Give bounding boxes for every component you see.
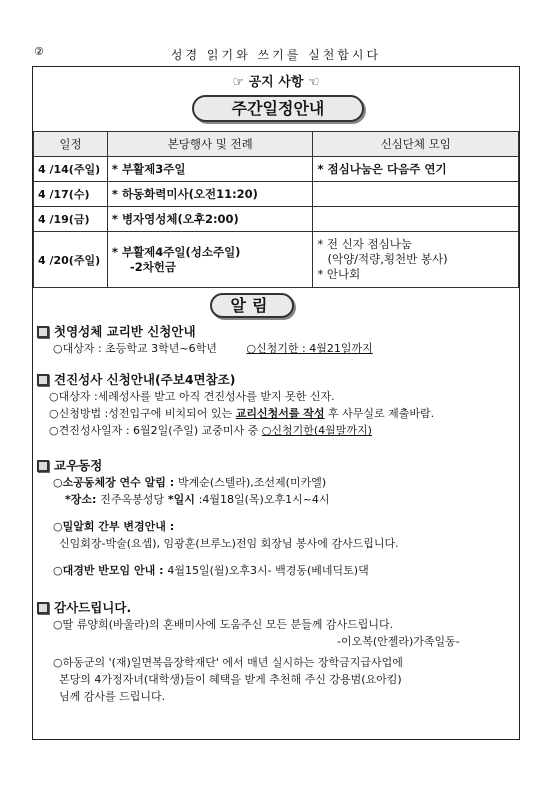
section-confirmation: 견진성사 신청안내(주보4면참조) ○대상자 :세례성사를 받고 아직 견진성사를 받지 못한 신자. ○신청방법 :성전입구에 비치되어 있는 교리신청서를 작성 후 사무실로 제출바람. ○견진성사일자 : 6월2일(주일) 교중미사 중 ○신청기한(4월말까지) bbox=[37, 371, 519, 439]
alim-heading: 알림 bbox=[210, 293, 294, 318]
section-parish-news: 교우동정 ○소공동체장 연수 알림 : 박계순(스텔라),조선제(미카엘) *장소: 진주옥봉성당 *일시 :4월18일(목)오후1시~4시 ○밀알회 간부 변경안내 : 신임회장-박술(요셉), 임광훈(브루노)전임 회장님 봉사에 감사드립니다. ○대경반 반모임 안내 : 4월15일(월)오후3시- 백경동(베네딕토)댁 bbox=[37, 457, 519, 579]
section-title: 견진성사 신청안내(주보4면참조) bbox=[54, 372, 236, 387]
bulletin-frame bbox=[32, 66, 520, 740]
col-group-header: 신심단체 모임 bbox=[313, 132, 519, 157]
table-row bbox=[34, 157, 519, 182]
row-group: * 전 신자 점심나눔 (악양/적량,횡천반 봉사) * 안나회 bbox=[313, 232, 519, 288]
row-group bbox=[313, 207, 519, 232]
row-group bbox=[313, 182, 519, 207]
section-title: 첫영성체 교리반 신청안내 bbox=[54, 324, 196, 339]
row-main: * 하동화력미사(오전11:20) bbox=[107, 182, 313, 207]
schedule-table bbox=[33, 131, 519, 288]
table-row bbox=[34, 232, 519, 288]
square-bullet-icon bbox=[37, 326, 49, 338]
page-number: ② bbox=[34, 45, 44, 58]
section-title: 교우동정 bbox=[54, 458, 103, 473]
row-main: * 부활제4주일(성소주일) -2차헌금 bbox=[107, 232, 313, 288]
table-header-row bbox=[34, 132, 519, 157]
row-date: 4 /17(수) bbox=[34, 182, 108, 207]
row-date: 4 /20(주일) bbox=[34, 232, 108, 288]
row-group: * 점심나눔은 다음주 연기 bbox=[313, 157, 519, 182]
table-row bbox=[34, 182, 519, 207]
square-bullet-icon bbox=[37, 460, 49, 472]
row-date: 4 /19(금) bbox=[34, 207, 108, 232]
section-thanks: 감사드립니다. ○딸 류양희(바울라)의 혼배미사에 도움주신 모든 분들께 감사드립니다. -이오복(안젤라)가족일동- ○하동군의 '(재)일면복음장학재단' 에서 매년 실시하는 장학금지급사업에 본당의 4가정자녀(대학생)들이 혜택을 받게 추천해 주신 강용범(요아킴) 님께 감사를 드립니다. bbox=[37, 599, 519, 705]
col-date-header: 일정 bbox=[34, 132, 108, 157]
square-bullet-icon bbox=[37, 602, 49, 614]
row-main: * 병자영성체(오후2:00) bbox=[107, 207, 313, 232]
notice-title: ☞ 공지 사항 ☜ bbox=[232, 75, 320, 90]
row-main: * 부활제3주일 bbox=[107, 157, 313, 182]
section-first-communion: 첫영성체 교리반 신청안내 ○대상자 : 초등학교 3학년~6학년 ○신청기한 : 4월21일까지 bbox=[37, 323, 519, 357]
slogan: 성경 읽기와 쓰기를 실천합시다 bbox=[170, 48, 382, 62]
row-date: 4 /14(주일) bbox=[34, 157, 108, 182]
section-title: 감사드립니다. bbox=[54, 600, 132, 615]
table-row bbox=[34, 207, 519, 232]
schedule-heading: 주간일정안내 bbox=[192, 95, 364, 122]
square-bullet-icon bbox=[37, 374, 49, 386]
page-header bbox=[32, 44, 520, 64]
col-main-header: 본당행사 및 전례 bbox=[107, 132, 313, 157]
